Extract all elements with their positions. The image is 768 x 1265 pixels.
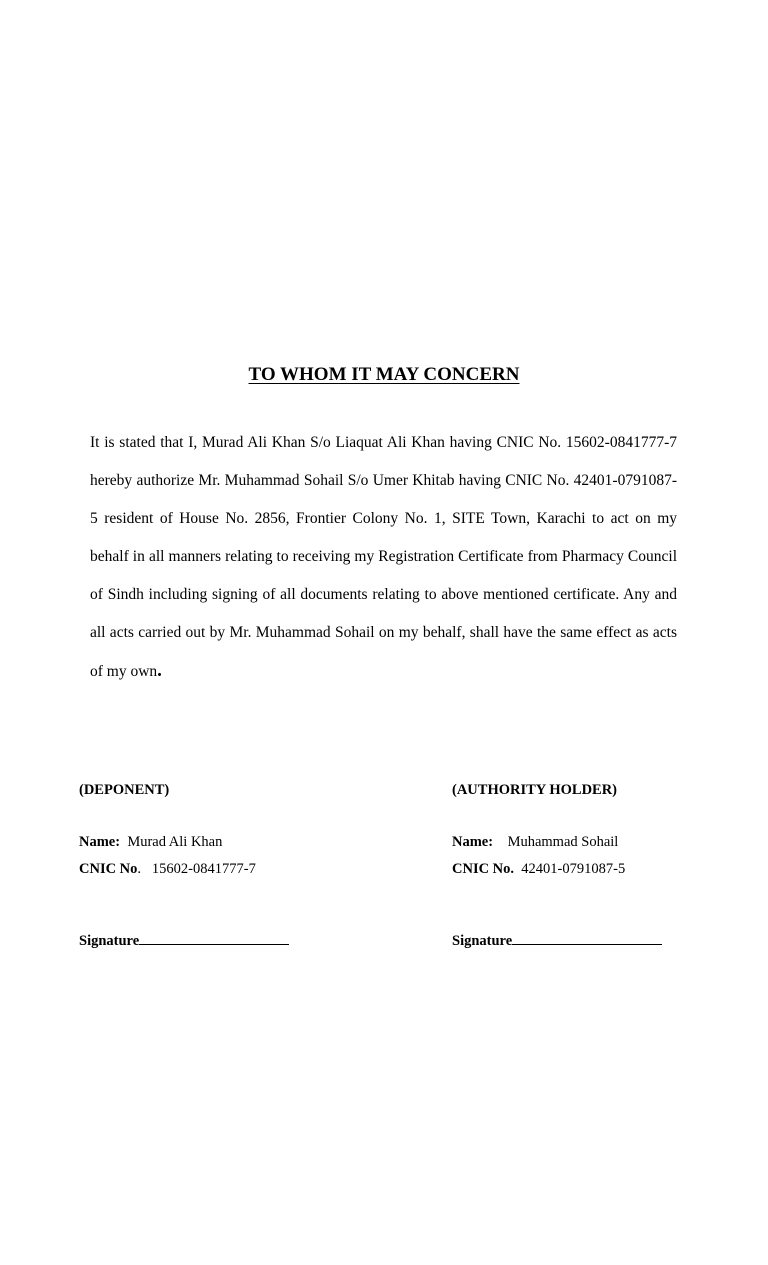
holder-name-label: Name: [452,834,494,850]
deponent-cnic-separator: . [137,861,142,877]
authorization-text: It is stated that I, Murad Ali Khan S/o Liaquat Ali Khan having CNIC No. 15602-0841777-7 hereby authorize Mr. Muhammad Sohail S/o Umer Khitab having CNIC No. 42401-0791087-5 resident of House No. 2856, Frontier Colony No. 1, SITE Town, Karachi to act on my behalf in all manners relating to receiving my Registration Certificate from Pharmacy Council of Sindh including signing of all documents relating to above mentioned certificate. Any and all acts carried out by Mr. Muhammad Sohail on my behalf, shall have the same effect as acts of my own [90,434,677,680]
deponent-signature-line [79,932,289,950]
paragraph-end-period: . [157,660,162,681]
deponent-heading: (DEPONENT) [79,782,170,798]
deponent-name: Murad Ali Khan [127,834,223,850]
authorization-paragraph [90,424,677,691]
holder-signature-line [452,932,662,950]
holder-signature-label: Signature [452,933,513,949]
deponent-cnic-line [79,861,256,878]
holder-signature-blank [512,932,662,945]
deponent-cnic-label: CNIC No [79,861,138,877]
authority-holder-heading: (AUTHORITY HOLDER) [452,782,618,798]
deponent-signature-label: Signature [79,933,140,949]
deponent-name-line [79,834,222,851]
holder-cnic: 42401-0791087-5 [521,861,626,877]
holder-name: Muhammad Sohail [507,834,619,850]
document-title: TO WHOM IT MAY CONCERN [248,364,520,385]
holder-name-line [452,834,618,851]
deponent-cnic: 15602-0841777-7 [151,861,256,877]
deponent-signature-blank [139,932,289,945]
deponent-name-label: Name: [79,834,121,850]
holder-cnic-line [452,861,625,878]
holder-cnic-label: CNIC No. [452,861,515,877]
